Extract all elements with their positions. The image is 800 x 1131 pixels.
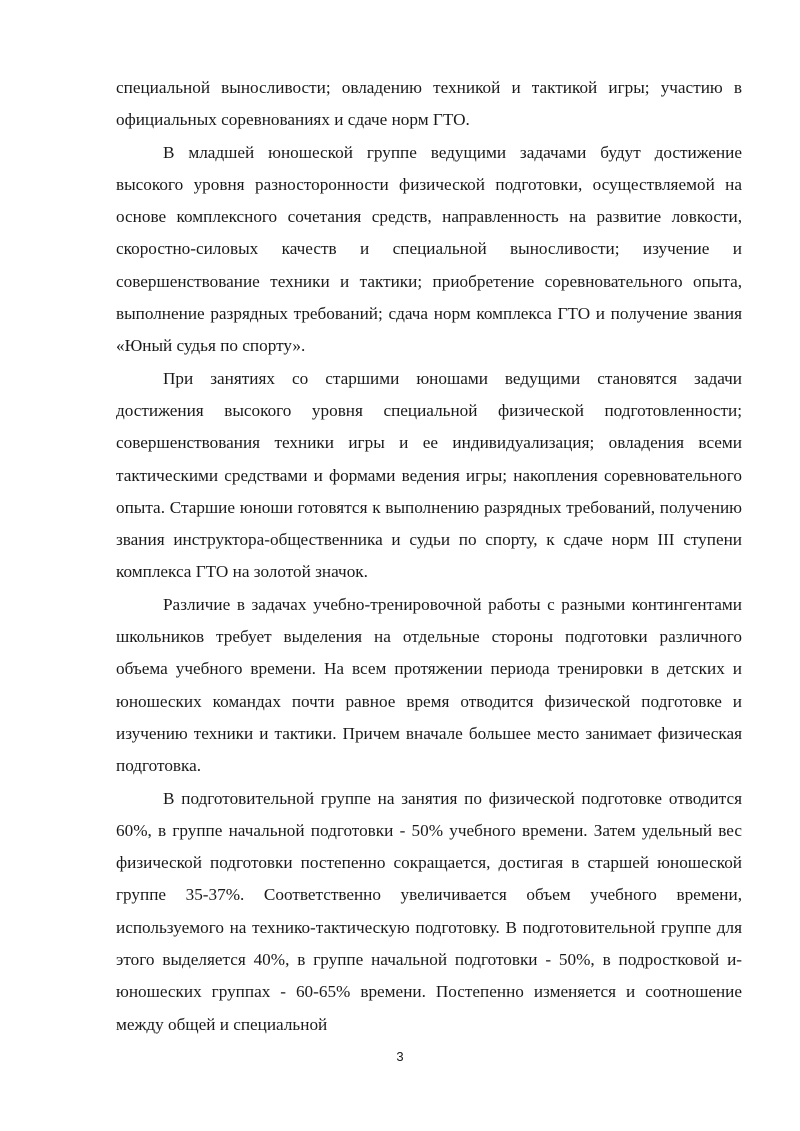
paragraph-1: специальной выносливости; овладению техникой и тактикой игры; участию в официальных соревнованиях и сдаче норм ГТО.	[116, 78, 742, 130]
paragraph-5: В подготовительной группе на занятия по физической подготовке отводится 60%, в группе начальной подготовки - 50% учебного времени. Затем удельный вес физической подготовки постепенно сокращается, достигая в старшей юношеской группе 35-37%. Соответственно увеличивается объем учебного времени, используемого на технико-тактическую подготовку. В подготовительной группе для этого выделяется 40%, в группе начальной подготовки - 50%, в подростковой и-юношеских группах - 60-65% времени. Постепенно изменяется и соотношение между общей и специальной	[116, 788, 742, 1034]
paragraph-4: Различие в задачах учебно-тренировочной работы с разными контингентами школьников требует выделения на отдельные стороны подготовки различного объема учебного времени. На всем протяжении периода тренировки в детских и юношеских командах почти равное время отводится физической подготовке и изучению техники и тактики. Причем вначале большее место занимает физическая подготовка.	[116, 594, 742, 776]
body-text	[116, 72, 742, 1041]
paragraph-3: При занятиях со старшими юношами ведущими становятся задачи достижения высокого уровня специальной физической подготовленности; совершенствования техники игры и ее индивидуализация; овладения всеми тактическими средствами и формами ведения игры; накопления соревновательного опыта. Старшие юноши готовятся к выполнению разрядных требований, получению звания инструктора-общественника и судьи по спорту, к сдаче норм III ступени комплекса ГТО на золотой значок.	[116, 368, 742, 582]
page-number: 3	[396, 1049, 404, 1064]
paragraph-2: В младшей юношеской группе ведущими задачами будут достижение высокого уровня разносторонности физической подготовки, осуществляемой на основе комплексного сочетания средств, направленность на развитие ловкости, скоростно-силовых качеств и специальной выносливости; изучение и совершенствование техники и тактики; приобретение соревновательного опыта, выполнение разрядных требований; сдача норм комплекса ГТО и получение звания «Юный судья по спорту».	[116, 142, 742, 356]
